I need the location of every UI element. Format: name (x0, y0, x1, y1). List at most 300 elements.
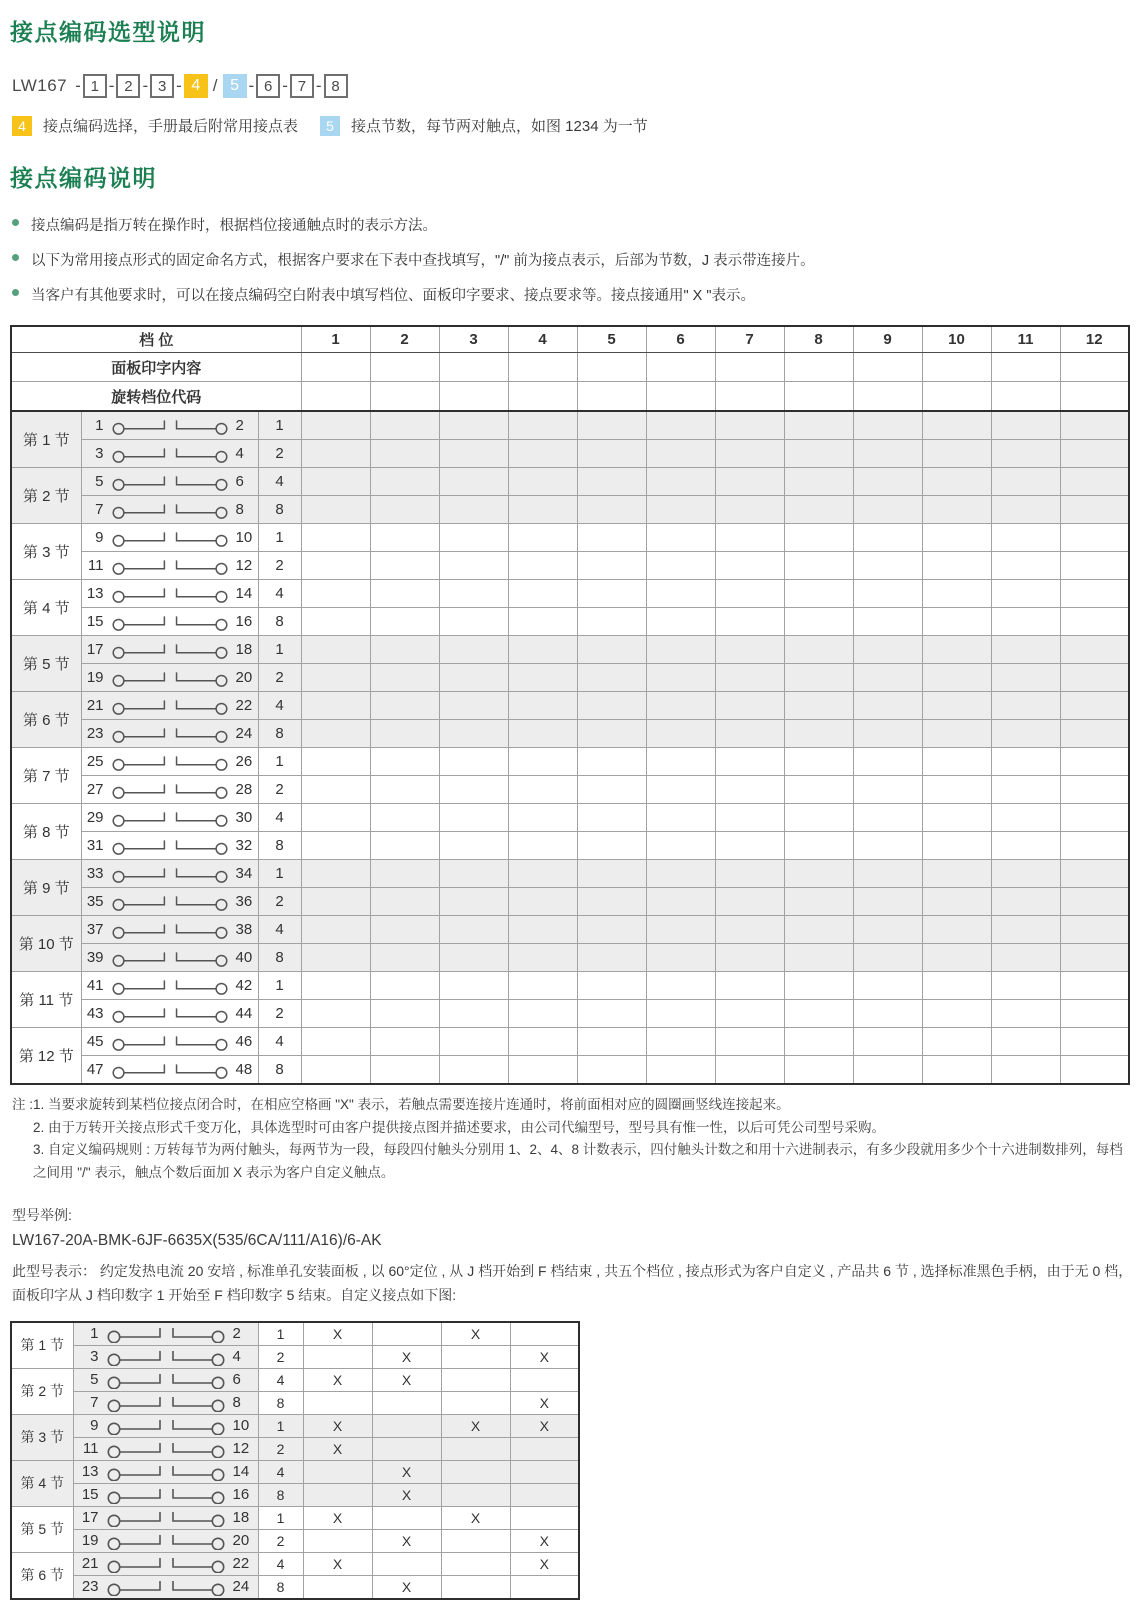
position-cell: X (372, 1460, 441, 1483)
position-cell (370, 496, 439, 524)
position-cell (853, 972, 922, 1000)
section-label: 第 5 节 (11, 1506, 73, 1552)
position-cell (1060, 552, 1129, 580)
position-cell (508, 636, 577, 664)
contact-number-left: 29 (86, 809, 104, 826)
position-cell (646, 468, 715, 496)
table-row (11, 804, 1129, 832)
example-label: 型号举例: (12, 1206, 72, 1223)
position-cell (922, 1000, 991, 1028)
position-cell (510, 1575, 579, 1599)
position-cell (646, 1056, 715, 1085)
model-digit-box: 3 (150, 74, 174, 98)
contact-number-left: 15 (81, 1486, 99, 1504)
position-cell (784, 832, 853, 860)
contact-code-cell: 8 (258, 1483, 303, 1506)
contact-number-right: 2 (232, 1325, 241, 1343)
position-cell (370, 468, 439, 496)
position-cell (715, 524, 784, 552)
position-cell (922, 496, 991, 524)
contact-code-cell: 1 (258, 524, 301, 552)
position-cell (784, 411, 853, 440)
model-digit-box: 6 (256, 74, 280, 98)
position-cell (577, 860, 646, 888)
position-cell (715, 1000, 784, 1028)
position-cell (715, 888, 784, 916)
contact-diagram (82, 472, 258, 491)
position-cell (577, 636, 646, 664)
position-cell (370, 1028, 439, 1056)
bullet-text: 以下为常用接点形式的固定命名方式，根据客户要求在下表中查找填写，"/" 前为接点表示，后部为节数，J 表示带连接片。 (31, 253, 815, 269)
contact-number-right: 14 (232, 1463, 250, 1481)
position-cell (508, 832, 577, 860)
position-cell (439, 664, 508, 692)
contact-code-cell: 8 (258, 1056, 301, 1085)
table-row (11, 1028, 1129, 1056)
section-label: 第 6 节 (11, 692, 81, 748)
position-cell (508, 972, 577, 1000)
position-cell (646, 776, 715, 804)
position-cell (646, 636, 715, 664)
position-cell (784, 888, 853, 916)
position-cell (922, 748, 991, 776)
position-cell (784, 664, 853, 692)
position-cell (577, 888, 646, 916)
position-cell (784, 692, 853, 720)
position-cell (784, 804, 853, 832)
position-cell (1060, 888, 1129, 916)
position-cell (508, 888, 577, 916)
blank-cell (301, 353, 370, 382)
position-cell (784, 608, 853, 636)
contact-symbol-icon (107, 1370, 225, 1389)
contact-diagram-cell (73, 1391, 258, 1414)
contact-diagram-cell (81, 440, 258, 468)
contact-code-cell: 2 (258, 1000, 301, 1028)
position-cell (715, 1056, 784, 1085)
contact-code-cell: 4 (258, 804, 301, 832)
position-cell (853, 916, 922, 944)
contact-diagram (74, 1462, 258, 1481)
contact-diagram (82, 1032, 258, 1051)
contact-number-left: 9 (90, 1417, 99, 1435)
table-row (11, 468, 1129, 496)
table-row (11, 496, 1129, 524)
panel-print-row (11, 353, 1129, 382)
example-description: 此型号表示： 约定发热电流 20 安培 , 标准单孔安装面板 , 以 60°定位 , 从 J 档开始到 F 档结束 , 共五个档位 , 接点形式为客户自定义 , 产品共 6 节 , 选择标准黑色手柄，由于无 0 档，面板印字从 J 档印数字 1 开始至 F 档印数字 5 结束。自定义接点如下图: (12, 1262, 1133, 1304)
contact-number-left: 17 (86, 641, 104, 658)
position-cell (922, 440, 991, 468)
position-cell (577, 748, 646, 776)
position-cell (370, 411, 439, 440)
contact-diagram (82, 920, 258, 939)
position-cell: X (372, 1575, 441, 1599)
contact-number-left: 33 (86, 865, 104, 882)
position-cell (301, 860, 370, 888)
position-cell (439, 468, 508, 496)
contact-diagram (82, 976, 258, 995)
position-cell (922, 776, 991, 804)
position-cell (646, 888, 715, 916)
table-row (11, 1460, 579, 1483)
position-cell (301, 944, 370, 972)
bullet-icon (12, 289, 19, 296)
position-cell: X (303, 1437, 372, 1460)
position-cell: X (372, 1529, 441, 1552)
contact-diagram-cell (73, 1345, 258, 1368)
position-cell (441, 1391, 510, 1414)
position-cell (370, 692, 439, 720)
position-cell (853, 692, 922, 720)
contact-diagram (74, 1347, 258, 1366)
contact-symbol-icon (112, 920, 228, 939)
dash: - (75, 76, 81, 95)
table-row (11, 692, 1129, 720)
position-cell (508, 944, 577, 972)
contact-diagram (82, 948, 258, 967)
contact-diagram (82, 780, 258, 799)
contact-number-left: 1 (90, 1325, 99, 1343)
blank-cell (1060, 382, 1129, 412)
position-cell (991, 720, 1060, 748)
example-model-code: LW167-20A-BMK-6JF-6635X(535/6CA/111/A16)/6-AK (12, 1231, 382, 1249)
blue-marker-icon: 5 (320, 116, 340, 136)
position-cell (441, 1460, 510, 1483)
position-cell: X (510, 1529, 579, 1552)
position-cell (301, 972, 370, 1000)
position-cell: X (372, 1483, 441, 1506)
contact-diagram (82, 528, 258, 547)
position-cell (922, 580, 991, 608)
position-cell (1060, 524, 1129, 552)
contact-symbol-icon (112, 1032, 228, 1051)
contact-code-cell: 2 (258, 1529, 303, 1552)
contact-number-left: 3 (95, 445, 104, 462)
contact-symbol-icon (112, 724, 228, 743)
position-cell (577, 944, 646, 972)
contact-number-right: 38 (235, 921, 253, 938)
position-cell (301, 411, 370, 440)
position-cell (577, 1000, 646, 1028)
contact-diagram (82, 696, 258, 715)
contact-symbol-icon (112, 808, 228, 827)
position-cell (715, 692, 784, 720)
yellow-marker-icon: 4 (12, 116, 32, 136)
contact-code-cell: 1 (258, 636, 301, 664)
table-row (11, 1056, 1129, 1085)
contact-diagram (74, 1393, 258, 1412)
contact-diagram-cell (81, 748, 258, 776)
contact-code-cell: 8 (258, 1391, 303, 1414)
contact-diagram-cell (73, 1460, 258, 1483)
contact-diagram (82, 416, 258, 435)
section-label: 第 7 节 (11, 748, 81, 804)
contact-diagram-cell (73, 1483, 258, 1506)
column-header: 1 (301, 326, 370, 353)
contact-code-cell: 4 (258, 580, 301, 608)
contact-number-right: 26 (235, 753, 253, 770)
contact-diagram (82, 1060, 258, 1079)
contact-number-right: 14 (235, 585, 253, 602)
dash: - (282, 76, 288, 95)
blank-cell (1060, 353, 1129, 382)
position-cell (439, 776, 508, 804)
contact-number-left: 25 (86, 753, 104, 770)
row-label: 面板印字内容 (11, 353, 301, 382)
position-cell (508, 804, 577, 832)
position-cell (853, 944, 922, 972)
position-cell (508, 860, 577, 888)
position-cell (439, 496, 508, 524)
dash: - (248, 76, 255, 95)
contact-diagram (82, 892, 258, 911)
position-cell (646, 440, 715, 468)
table-row (11, 608, 1129, 636)
position-cell (372, 1322, 441, 1346)
contact-number-right: 12 (235, 557, 253, 574)
section-label: 第 1 节 (11, 411, 81, 468)
position-cell (991, 916, 1060, 944)
position-cell (439, 636, 508, 664)
position-cell (303, 1575, 372, 1599)
position-cell (439, 972, 508, 1000)
position-cell (646, 720, 715, 748)
contact-symbol-icon (112, 500, 228, 519)
position-cell (439, 552, 508, 580)
position-cell (991, 496, 1060, 524)
position-cell (922, 916, 991, 944)
contact-number-right: 32 (235, 837, 253, 854)
contact-diagram-cell (81, 692, 258, 720)
blank-cell (991, 382, 1060, 412)
position-cell (370, 608, 439, 636)
position-cell (646, 608, 715, 636)
contact-diagram-cell (81, 524, 258, 552)
position-cell (1060, 972, 1129, 1000)
table-row (11, 972, 1129, 1000)
position-cell (577, 524, 646, 552)
position-cell (922, 944, 991, 972)
position-cell (1060, 496, 1129, 524)
contact-number-left: 5 (95, 473, 104, 490)
position-cell (441, 1575, 510, 1599)
contact-diagram-cell (81, 496, 258, 524)
contact-number-right: 8 (232, 1394, 241, 1412)
section-label: 第 4 节 (11, 580, 81, 636)
position-cell (922, 1056, 991, 1085)
contact-number-left: 13 (81, 1463, 99, 1481)
contact-number-left: 11 (82, 1440, 99, 1458)
position-cell (922, 636, 991, 664)
position-cell (301, 496, 370, 524)
contact-diagram (74, 1554, 258, 1573)
contact-symbol-icon (107, 1324, 225, 1343)
position-cell (715, 748, 784, 776)
position-cell (1060, 608, 1129, 636)
table-row (11, 832, 1129, 860)
model-digit-box: 1 (83, 74, 107, 98)
position-cell (577, 552, 646, 580)
column-header: 7 (715, 326, 784, 353)
contact-number-left: 13 (86, 585, 104, 602)
position-cell (646, 916, 715, 944)
position-cell (441, 1483, 510, 1506)
position-cell (577, 411, 646, 440)
contact-code-cell: 4 (258, 1460, 303, 1483)
contact-symbol-icon (112, 416, 228, 435)
contact-diagram (82, 668, 258, 687)
position-cell (441, 1368, 510, 1391)
contact-number-right: 16 (232, 1486, 250, 1504)
contact-diagram (82, 1004, 258, 1023)
contact-number-left: 23 (86, 725, 104, 742)
blank-cell (439, 353, 508, 382)
position-cell (922, 411, 991, 440)
position-cell (991, 776, 1060, 804)
contact-number-right: 4 (232, 1348, 241, 1366)
contact-diagram (74, 1370, 258, 1389)
position-cell (646, 664, 715, 692)
position-cell (646, 524, 715, 552)
contact-diagram-cell (81, 720, 258, 748)
contact-diagram (82, 640, 258, 659)
position-cell: X (510, 1391, 579, 1414)
position-cell (370, 916, 439, 944)
position-cell: X (510, 1345, 579, 1368)
position-cell (991, 608, 1060, 636)
position-cell (510, 1437, 579, 1460)
contact-code-cell: 2 (258, 552, 301, 580)
contact-symbol-icon (112, 584, 228, 603)
contact-symbol-icon (112, 640, 228, 659)
position-cell (646, 1000, 715, 1028)
position-cell (370, 1056, 439, 1085)
table-row (11, 1575, 579, 1599)
position-cell (510, 1460, 579, 1483)
contact-diagram-cell (73, 1437, 258, 1460)
bullet-text: 接点编码是指万转在操作时，根据档位接通触点时的表示方法。 (31, 218, 437, 234)
contact-symbol-icon (107, 1416, 225, 1435)
position-cell (715, 411, 784, 440)
contact-diagram-cell (81, 916, 258, 944)
custom-contact-table (10, 1321, 580, 1600)
contact-number-right: 10 (232, 1417, 250, 1435)
position-cell (853, 804, 922, 832)
table-row (11, 1414, 579, 1437)
position-cell (991, 1000, 1060, 1028)
position-cell (370, 664, 439, 692)
position-cell (922, 888, 991, 916)
position-cell (1060, 1000, 1129, 1028)
table-row (11, 411, 1129, 440)
contact-diagram (82, 444, 258, 463)
page-title: 接点编码选型说明 (10, 19, 206, 45)
position-cell (853, 1056, 922, 1085)
position-cell (441, 1437, 510, 1460)
blank-cell (922, 353, 991, 382)
position-cell (1060, 411, 1129, 440)
position-cell (577, 608, 646, 636)
position-cell: X (441, 1414, 510, 1437)
contact-number-left: 3 (90, 1348, 99, 1366)
contact-symbol-icon (112, 1004, 228, 1023)
blank-cell (991, 353, 1060, 382)
position-cell (715, 496, 784, 524)
position-cell (646, 411, 715, 440)
position-cell (1060, 860, 1129, 888)
position-cell (370, 580, 439, 608)
position-cell (439, 524, 508, 552)
position-cell (577, 972, 646, 1000)
table-row (11, 1345, 579, 1368)
contact-number-left: 9 (95, 529, 104, 546)
section-label: 第 10 节 (11, 916, 81, 972)
contact-diagram-cell (81, 776, 258, 804)
column-header: 6 (646, 326, 715, 353)
table-row (11, 1000, 1129, 1028)
contact-diagram-cell (81, 860, 258, 888)
contact-number-left: 41 (86, 977, 104, 994)
position-cell: X (372, 1368, 441, 1391)
position-cell (577, 1028, 646, 1056)
model-digit-box: 2 (116, 74, 140, 98)
contact-diagram-cell (73, 1368, 258, 1391)
position-cell (715, 468, 784, 496)
position-cell (577, 496, 646, 524)
contact-code-cell: 8 (258, 608, 301, 636)
position-cell (508, 468, 577, 496)
model-digit-yellow: 4 (184, 74, 208, 98)
table-row (11, 636, 1129, 664)
position-cell (715, 860, 784, 888)
position-cell (1060, 468, 1129, 496)
position-cell (1060, 804, 1129, 832)
position-cell (508, 692, 577, 720)
position-cell (853, 1028, 922, 1056)
position-cell (508, 580, 577, 608)
contact-symbol-icon (112, 528, 228, 547)
contact-number-left: 27 (86, 781, 104, 798)
dash: - (108, 76, 115, 95)
contact-number-right: 20 (235, 669, 253, 686)
position-cell (372, 1506, 441, 1529)
contact-number-left: 21 (86, 697, 104, 714)
contact-diagram (82, 864, 258, 883)
contact-code-table (10, 325, 1130, 1085)
column-header: 10 (922, 326, 991, 353)
model-prefix: LW167 (12, 76, 68, 95)
position-cell (301, 776, 370, 804)
contact-number-right: 36 (235, 893, 253, 910)
position-cell (715, 608, 784, 636)
contact-number-left: 19 (86, 669, 104, 686)
contact-number-left: 39 (86, 949, 104, 966)
position-cell (853, 468, 922, 496)
position-cell (508, 524, 577, 552)
blank-cell (508, 353, 577, 382)
position-cell (510, 1368, 579, 1391)
position-cell (303, 1483, 372, 1506)
contact-number-right: 16 (235, 613, 253, 630)
position-cell (991, 524, 1060, 552)
position-cell (370, 832, 439, 860)
position-cell (784, 1056, 853, 1085)
table-row (11, 440, 1129, 468)
contact-diagram (74, 1485, 258, 1504)
contact-number-right: 10 (235, 529, 253, 546)
position-cell (991, 1056, 1060, 1085)
blank-cell (784, 382, 853, 412)
